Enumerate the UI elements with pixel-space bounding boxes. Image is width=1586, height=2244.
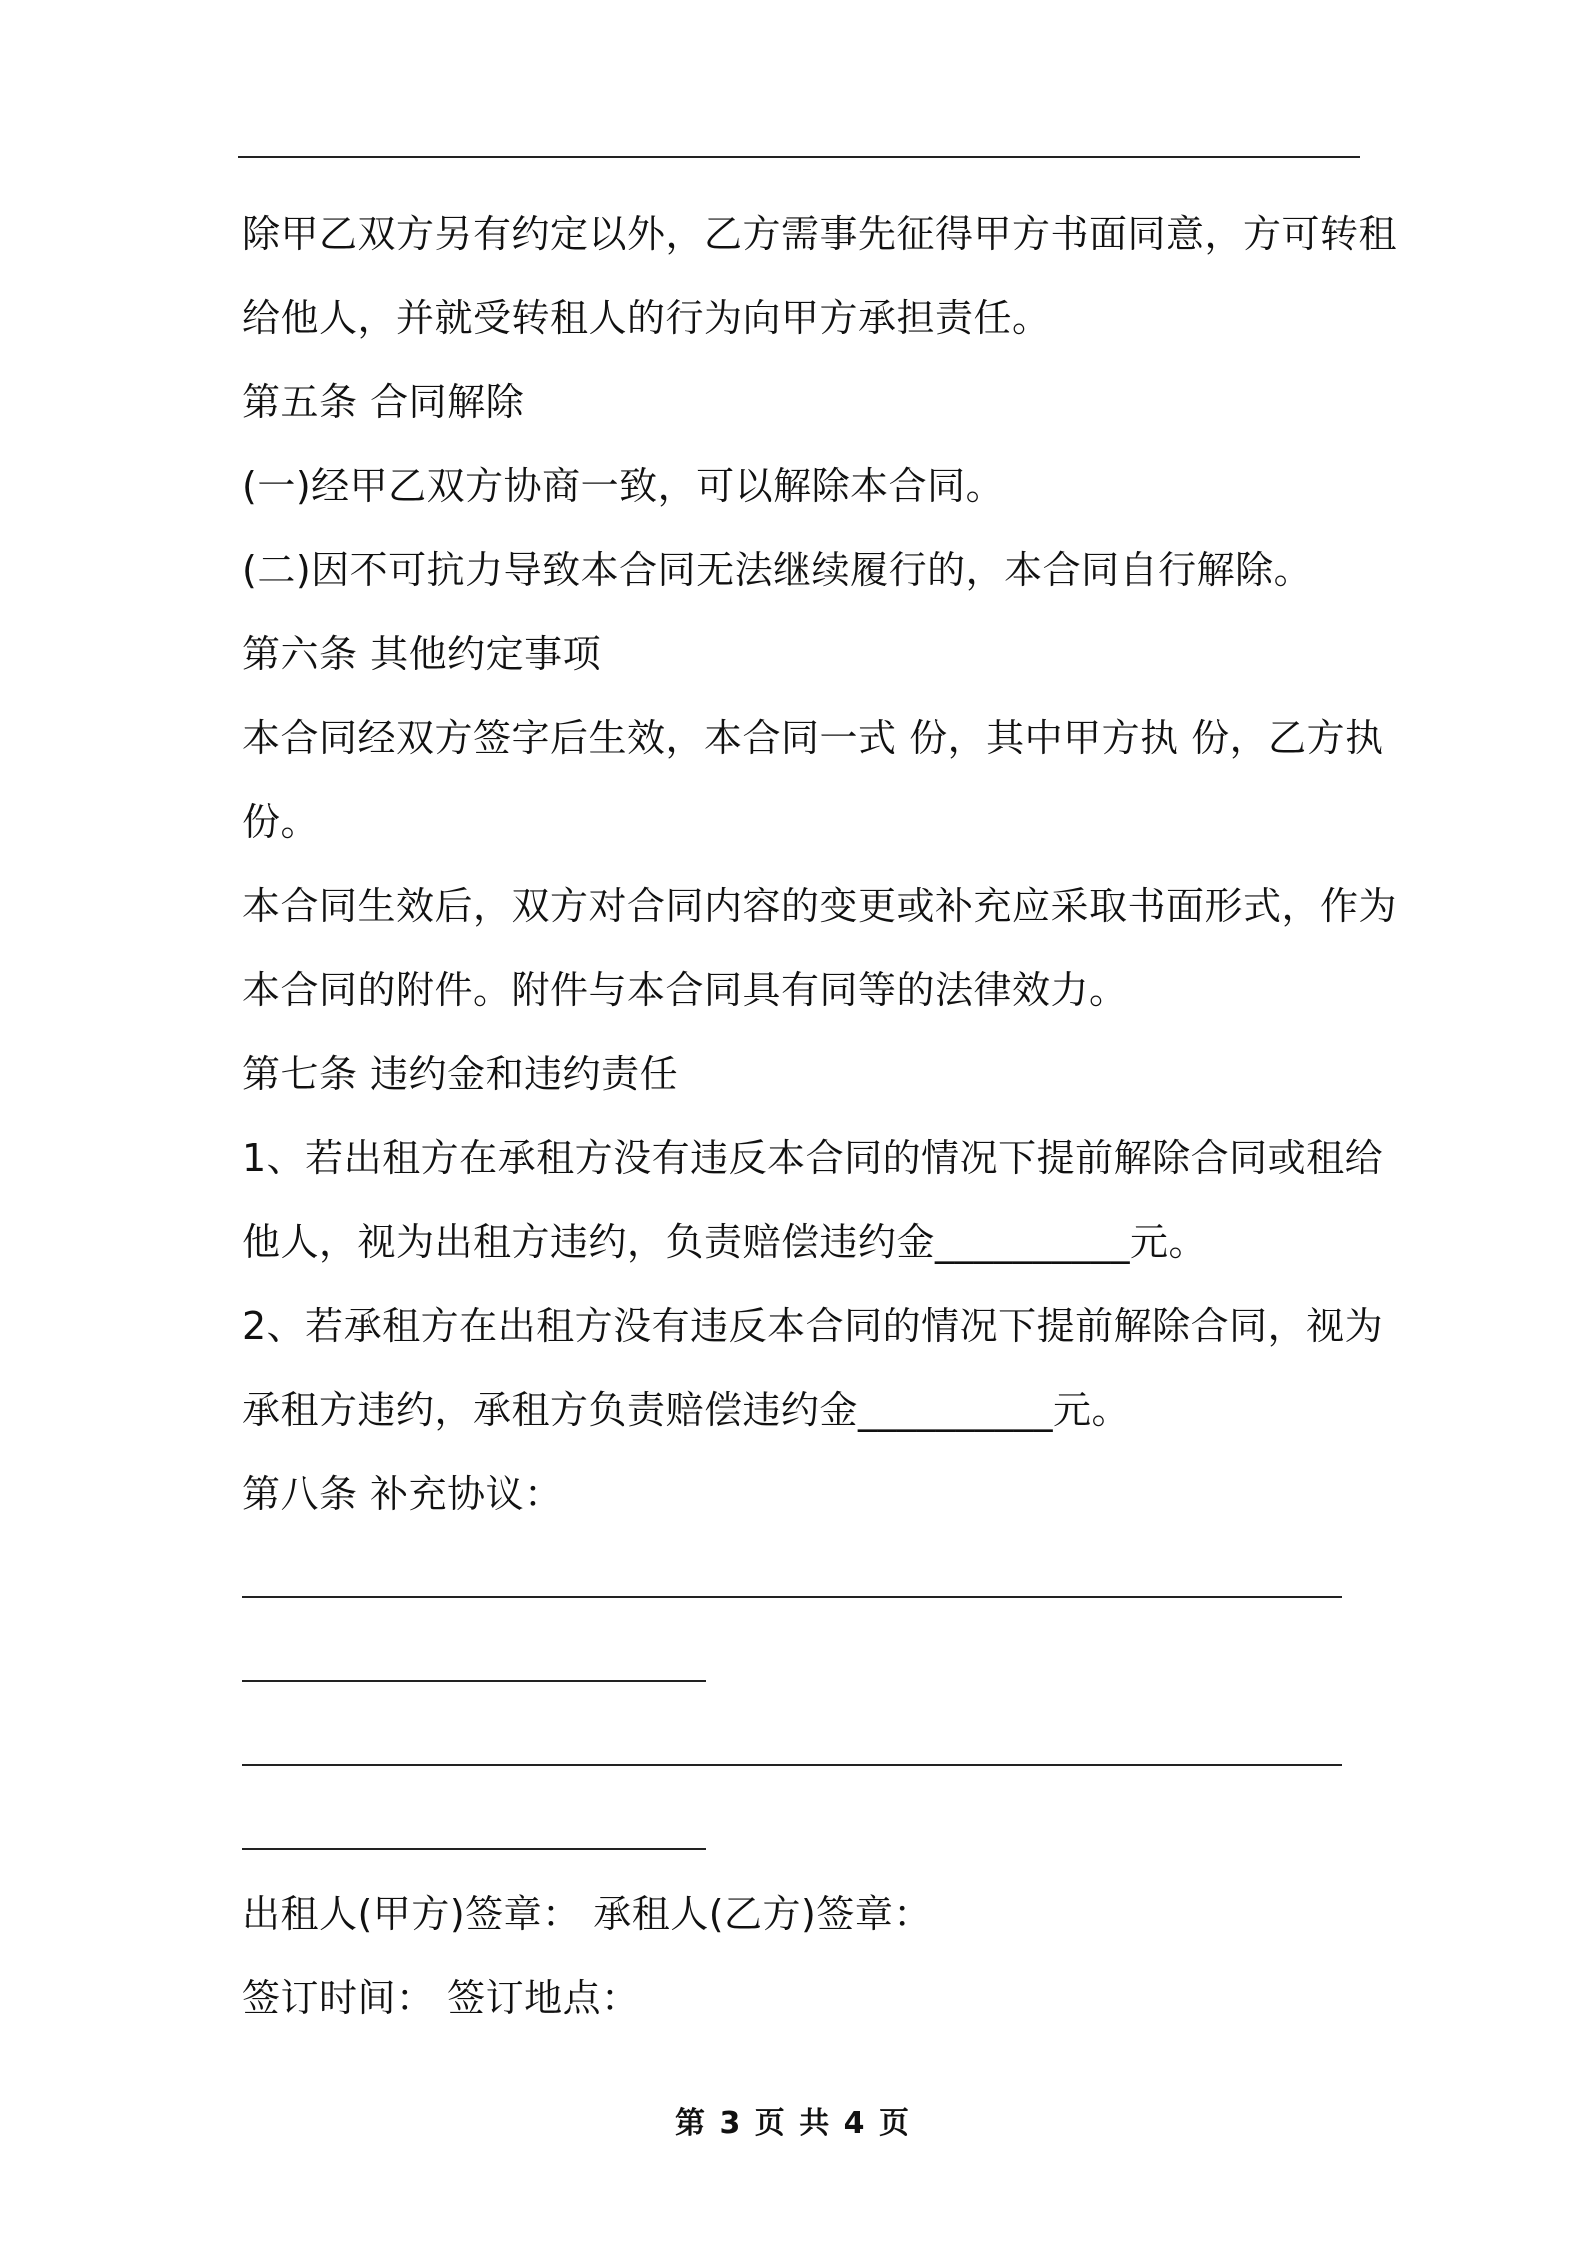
- paragraph-line: 1、若出租方在承租方没有违反本合同的情况下提前解除合同或租给: [242, 1136, 1384, 1180]
- header-rule: [238, 156, 1360, 158]
- paragraph-line: (二)因不可抗力导致本合同无法继续履行的，本合同自行解除。: [242, 548, 1313, 592]
- document-body: [242, 192, 1398, 2040]
- article-6-heading: 第六条 其他约定事项: [242, 632, 602, 676]
- paragraph-line: 他人，视为出租方违约，负责赔偿违约金__________元。: [242, 1220, 1208, 1264]
- paragraph-line: 本合同经双方签字后生效，本合同一式 份，其中甲方执 份，乙方执: [242, 716, 1384, 760]
- date-place-line: 签订时间： 签订地点：: [242, 1976, 640, 2020]
- paragraph-line: (一)经甲乙双方协商一致，可以解除本合同。: [242, 464, 1005, 508]
- supplement-blank-line-long: [242, 1704, 1362, 1788]
- blank-underline: [242, 1596, 1342, 1598]
- supplement-blank-line-short: [242, 1788, 1362, 1872]
- paragraph-line: 本合同生效后，双方对合同内容的变更或补充应采取书面形式，作为: [242, 884, 1398, 928]
- blank-underline: [242, 1764, 1342, 1766]
- paragraph-line: 除甲乙双方另有约定以外，乙方需事先征得甲方书面同意，方可转租: [242, 212, 1398, 256]
- paragraph-line: 本合同的附件。附件与本合同具有同等的法律效力。: [242, 968, 1128, 1012]
- supplement-blank-line-short: [242, 1620, 1362, 1704]
- paragraph-line: 承租方违约，承租方负责赔偿违约金__________元。: [242, 1388, 1131, 1432]
- article-7-heading: 第七条 违约金和违约责任: [242, 1052, 679, 1096]
- signature-line: 出租人(甲方)签章： 承租人(乙方)签章：: [242, 1892, 932, 1936]
- paragraph-line: 2、若承租方在出租方没有违反本合同的情况下提前解除合同，视为: [242, 1304, 1384, 1348]
- blank-underline: [242, 1848, 706, 1850]
- article-8-heading: 第八条 补充协议：: [242, 1472, 563, 1516]
- page-number: 第 3 页 共 4 页: [675, 2106, 911, 2141]
- paragraph-line: 给他人，并就受转租人的行为向甲方承担责任。: [242, 296, 1051, 340]
- article-5-heading: 第五条 合同解除: [242, 380, 525, 424]
- supplement-blank-line-long: [242, 1536, 1362, 1620]
- blank-underline: [242, 1680, 706, 1682]
- paragraph-line: 份。: [242, 800, 320, 844]
